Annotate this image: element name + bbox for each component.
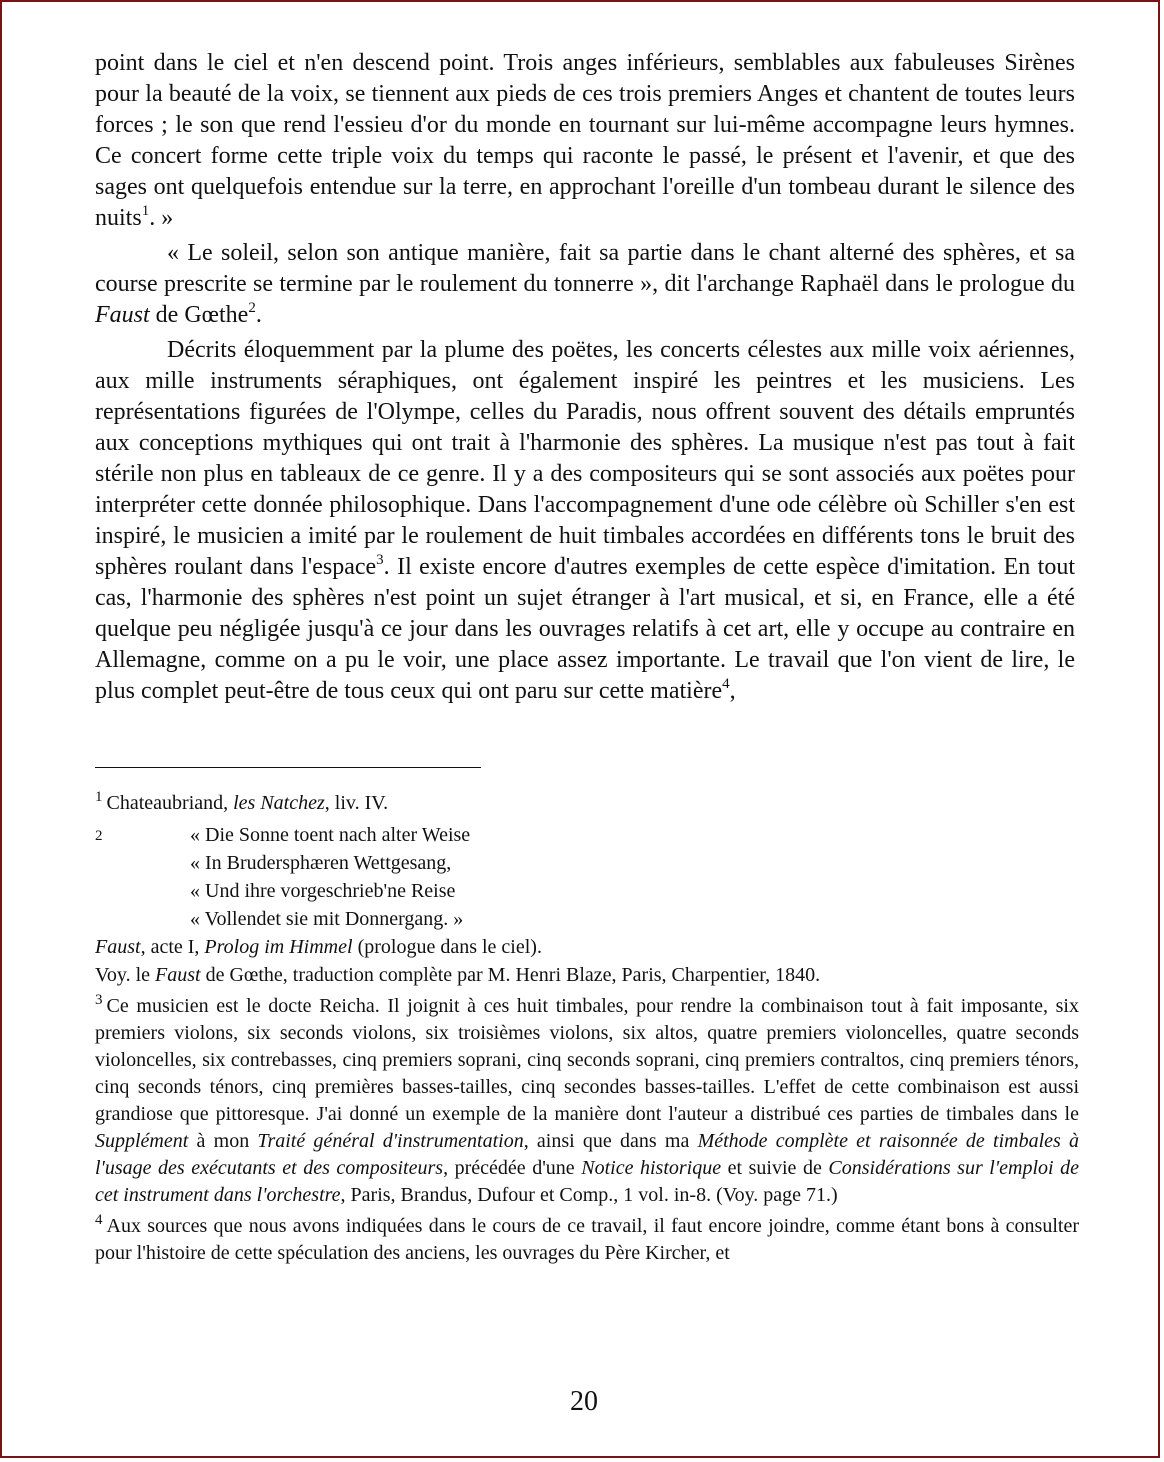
footnote-2-voy-italic: Faust [155, 964, 201, 986]
footnote-1-text: Chateaubriand, [106, 792, 234, 814]
paragraph-2-italic: Faust [95, 302, 150, 328]
footnote-4-text: Aux sources que nous avons indiquées dans le cours de ce travail, il faut encore joindre, comme étant bons à consulter pour l'histoire de cette spéculation des anciens, les ouvrages du Père Kircher, et [95, 1215, 1079, 1264]
footnote-3-text: à mon [188, 1130, 258, 1152]
footnote-ref-4[interactable]: 4 [722, 676, 730, 692]
paragraph-1 [95, 48, 1075, 234]
paragraph-1-text: point dans le ciel et n'en descend point. Trois anges inférieurs, semblables aux fabuleuses Sirènes pour la beauté de la voix, se tiennent aux pieds de ces trois premiers Anges et chantent de toutes leurs forces ; le son que rend l'essieu d'or du monde en tournant sur lui-même accompagne leurs hymnes. Ce concert forme cette triple voix du temps qui raconte le passé, le présent et l'avenir, et que des sages ont quelquefois entendue sur la terre, en approchant l'oreille d'un tombeau durant le silence des nuits [95, 50, 1075, 231]
paragraph-3-text2: . Il existe encore d'autres exemples de cette espèce d'imitation. En tout cas, l'harmonie des sphères n'est point un sujet étranger à l'art musical, et si, en France, elle a été quelque peu négligée jusqu'à ce jour dans les ouvrages relatifs à cet art, elle y occupe au contraire en Allemagne, comme on a pu le voir, une place assez importante. Le travail que l'on vient de lire, le plus complet peut-être de tous ceux qui ont paru sur cette matière [95, 554, 1075, 704]
footnote-3-text: Ce musicien est le docte Reicha. Il joignit à ces huit timbales, pour rendre la combinaison tout à fait imposante, six premiers violons, six seconds violons, six troisièmes violons, six altos, quatre premiers violoncelles, quatre seconds violoncelles, six contrebasses, cinq premiers soprani, cinq seconds soprani, cinq premiers contraltos, cinq premiers ténors, cinq seconds ténors, cinq premières basses-tailles, cinq secondes basses-tailles. L'effet de cette combinaison est aussi grandiose que pittoresque. J'ai donné un exemple de la manière dont l'auteur a distribué ces parties de timbales dans le [95, 995, 1079, 1125]
footnote-2-source [95, 933, 1079, 962]
paragraph-2-text: « Le soleil, selon son antique manière, fait sa partie dans le chant alterné des sphères, et sa course prescrite se termine par le roulement du tonnerre », dit l'archange Raphaël dans le prologue du [95, 240, 1075, 297]
footnote-1-italic: les Natchez [233, 792, 325, 814]
footnote-2-poem [95, 821, 1079, 933]
main-text [95, 48, 1075, 711]
paragraph-3-tail: , [729, 678, 736, 704]
paragraph-2-text2: de Gœthe [149, 302, 249, 328]
footnote-3-italic: Notice historique [581, 1157, 722, 1179]
footnote-3 [95, 993, 1079, 1209]
footnote-3-text: , Paris, Brandus, Dufour et Comp., 1 vol. in-8. (Voy. page 71.) [340, 1184, 838, 1206]
footnote-2-number: 2 [95, 828, 103, 844]
footnote-3-italic: Méthode complète et raisonnée de timbales à l'usage des exécutants et des compositeurs [95, 1130, 1080, 1179]
footnote-separator [95, 767, 481, 768]
footnote-2-source-tail: (prologue dans le ciel). [352, 936, 542, 958]
footnote-2-source-text: , acte I, [140, 936, 205, 958]
footnote-3-text: , précédée d'une [443, 1157, 582, 1179]
footnote-2-voy-text: Voy. le [95, 964, 155, 986]
paragraph-2-tail: . [255, 302, 262, 328]
footnote-4-number: 4 [95, 1212, 103, 1229]
footnote-ref-2[interactable]: 2 [248, 300, 256, 316]
footnote-3-number: 3 [95, 992, 103, 1009]
footnote-1-number: 1 [95, 789, 103, 806]
footnote-3-text: , ainsi que dans ma [523, 1130, 698, 1152]
paragraph-3-text: Décrits éloquemment par la plume des poëtes, les concerts célestes aux mille voix aériennes, aux mille instruments séraphiques, ont également inspiré les peintres et les musiciens. Les représentations figurées de l'Olympe, celles du Paradis, nous offrent souvent des détails empruntés aux conceptions mythiques qui ont trait à l'harmonie des sphères. La musique n'est pas tout à fait stérile non plus en tableaux de ce genre. Il y a des compositeurs qui se sont associés aux poëtes pour interpréter cette donnée philosophique. Dans l'accompagnement d'une ode célèbre où Schiller s'en est inspiré, le musicien a imité par le roulement de huit timbales accordées en différents tons le bruit des sphères roulant dans l'espace [95, 337, 1075, 580]
footnote-ref-1[interactable]: 1 [141, 203, 150, 219]
paragraph-2 [95, 238, 1075, 331]
footnote-2-voy-tail: de Gœthe, traduction complète par M. Henri Blaze, Paris, Charpentier, 1840. [200, 964, 821, 986]
footnote-4 [95, 1213, 1079, 1267]
poem-line: « In Brudersphæren Wettgesang, [190, 852, 452, 874]
footnotes [95, 790, 1079, 1271]
paragraph-3 [95, 335, 1075, 707]
footnote-3-text: et suivie de [721, 1157, 829, 1179]
poem-line: « Und ihre vorgeschrieb'ne Reise [190, 880, 456, 902]
footnote-3-italic: Traité général d'instrumentation [257, 1130, 524, 1152]
poem-line: « Vollendet sie mit Donnergang. » [190, 908, 464, 930]
footnote-1 [95, 790, 1079, 817]
poem-line: « Die Sonne toent nach alter Weise [190, 824, 471, 846]
footnote-ref-3[interactable]: 3 [376, 552, 384, 568]
footnote-2-voy [95, 962, 1079, 989]
page-number: 20 [570, 1386, 598, 1417]
footnote-2-source-italic: Faust [95, 936, 141, 958]
footnote-2-source-italic-2: Prolog im Himmel [204, 936, 353, 958]
footnote-3-italic: Supplément [95, 1130, 189, 1152]
paragraph-1-tail: . » [149, 205, 174, 231]
footnote-1-tail: , liv. IV. [324, 792, 389, 814]
footnote-3-italic: Considérations sur l'emploi de cet instrument dans l'orchestre [95, 1157, 1079, 1206]
